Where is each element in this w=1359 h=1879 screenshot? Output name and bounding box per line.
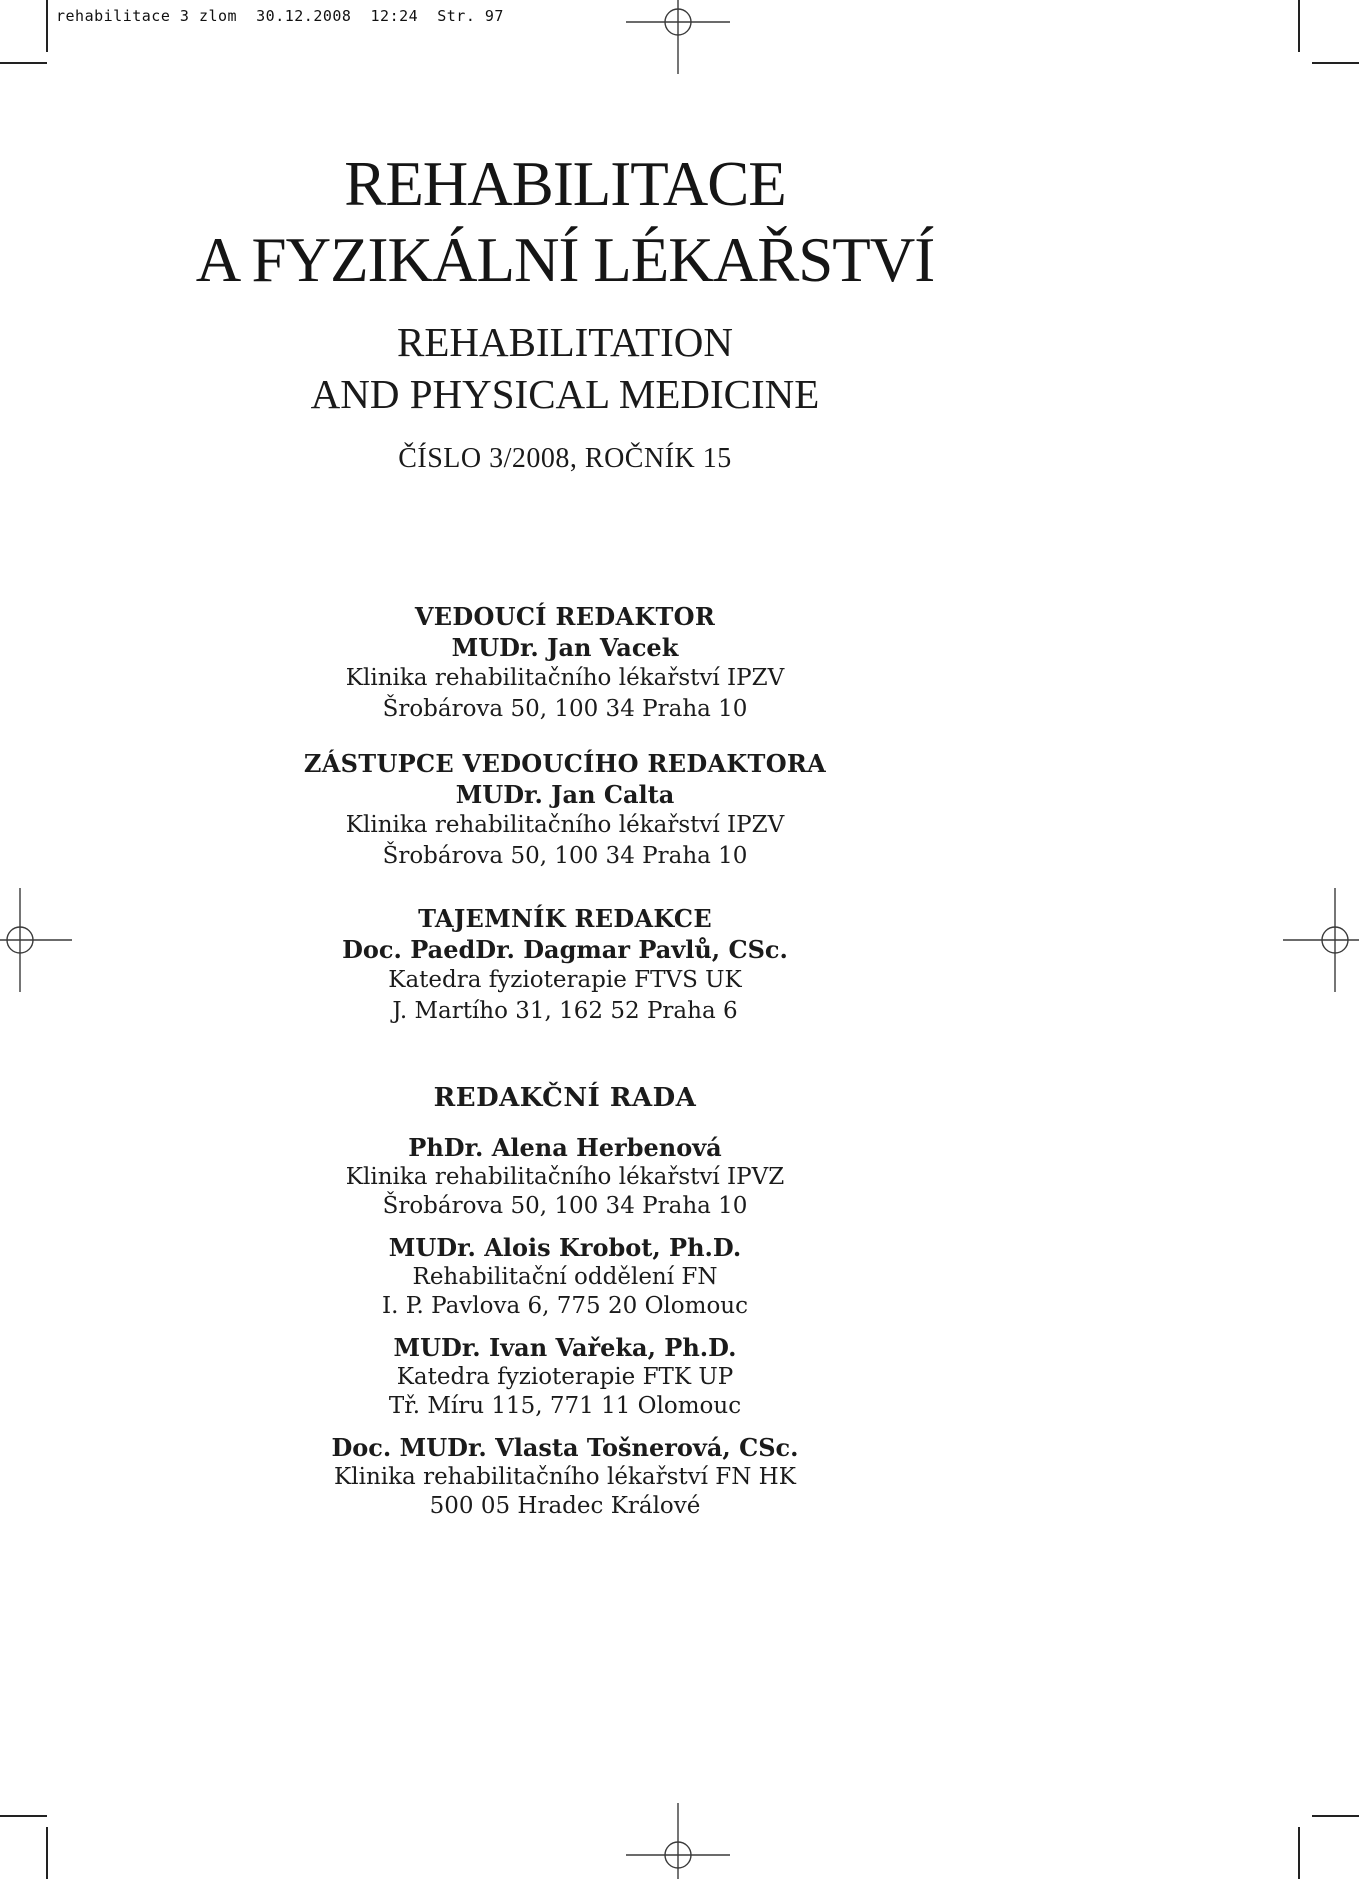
person-name: MUDr. Ivan Vařeka, Ph.D. [393,1333,737,1362]
section-heading: ZÁSTUPCE VEDOUCÍHO REDAKTORA [303,749,827,778]
trim-mark-bottom-right-vertical [1298,1827,1300,1879]
section-heading: TAJEMNÍK REDAKCE [418,904,712,933]
person-name: MUDr. Jan Vacek [451,633,679,662]
journal-title-line2: A FYZIKÁLNÍ LÉKAŘSTVÍ [195,225,935,295]
editorial-board-heading: REDAKČNÍ RADA [433,1083,697,1113]
affiliation-line: Klinika rehabilitačního lékařství FN HK [334,1464,796,1490]
board-member [0,1433,1130,1521]
address-line: 500 05 Hradec Králové [429,1493,701,1519]
affiliation-line: Klinika rehabilitačního lékařství IPVZ [345,1164,785,1190]
journal-subtitle-line1: REHABILITATION [396,319,734,365]
section-heading: VEDOUCÍ REDAKTOR [414,602,716,631]
person-name: Doc. MUDr. Vlasta Tošnerová, CSc. [331,1433,799,1462]
person-name: PhDr. Alena Herbenová [408,1133,722,1162]
address-line: Šrobárova 50, 100 34 Praha 10 [382,843,748,869]
affiliation-line: Katedra fyzioterapie FTK UP [396,1364,734,1390]
trim-mark-top-right-vertical [1298,0,1300,52]
section-chief-editor [0,601,1130,725]
journal-title-english [0,316,1130,420]
address-line: Tř. Míru 115, 771 11 Olomouc [388,1393,742,1419]
trim-mark-top-right-horizontal [1312,62,1359,64]
section-editorial-secretary [0,903,1130,1027]
issue-volume-line: ČÍSLO 3/2008, ROČNÍK 15 [398,443,732,474]
affiliation-line: Rehabilitační oddělení FN [412,1264,718,1290]
board-member [0,1333,1130,1421]
person-name: Doc. PaedDr. Dagmar Pavlů, CSc. [342,935,788,964]
trim-mark-bottom-right-horizontal [1312,1815,1359,1817]
affiliation-line: Katedra fyzioterapie FTVS UK [388,967,742,993]
affiliation-line: Klinika rehabilitačního lékařství IPZV [345,665,785,691]
registration-mark-icon-right [1275,880,1359,1000]
affiliation-line: Klinika rehabilitačního lékařství IPZV [345,812,785,838]
address-line: Šrobárova 50, 100 34 Praha 10 [382,1193,748,1219]
person-name: MUDr. Alois Krobot, Ph.D. [388,1233,742,1262]
address-line: J. Martího 31, 162 52 Praha 6 [392,998,738,1024]
person-name: MUDr. Jan Calta [455,780,675,809]
address-line: Šrobárova 50, 100 34 Praha 10 [382,696,748,722]
board-member [0,1133,1130,1221]
journal-subtitle-line2: AND PHYSICAL MEDICINE [310,371,820,417]
journal-title-czech [0,146,1130,298]
board-member [0,1233,1130,1321]
print-slug-line: rehabilitace 3 zlom 30.12.2008 12:24 Str. 97 [56,7,504,25]
address-line: I. P. Pavlova 6, 775 20 Olomouc [382,1293,748,1319]
section-deputy-editor [0,748,1130,872]
journal-title-line1: REHABILITACE [344,149,786,219]
